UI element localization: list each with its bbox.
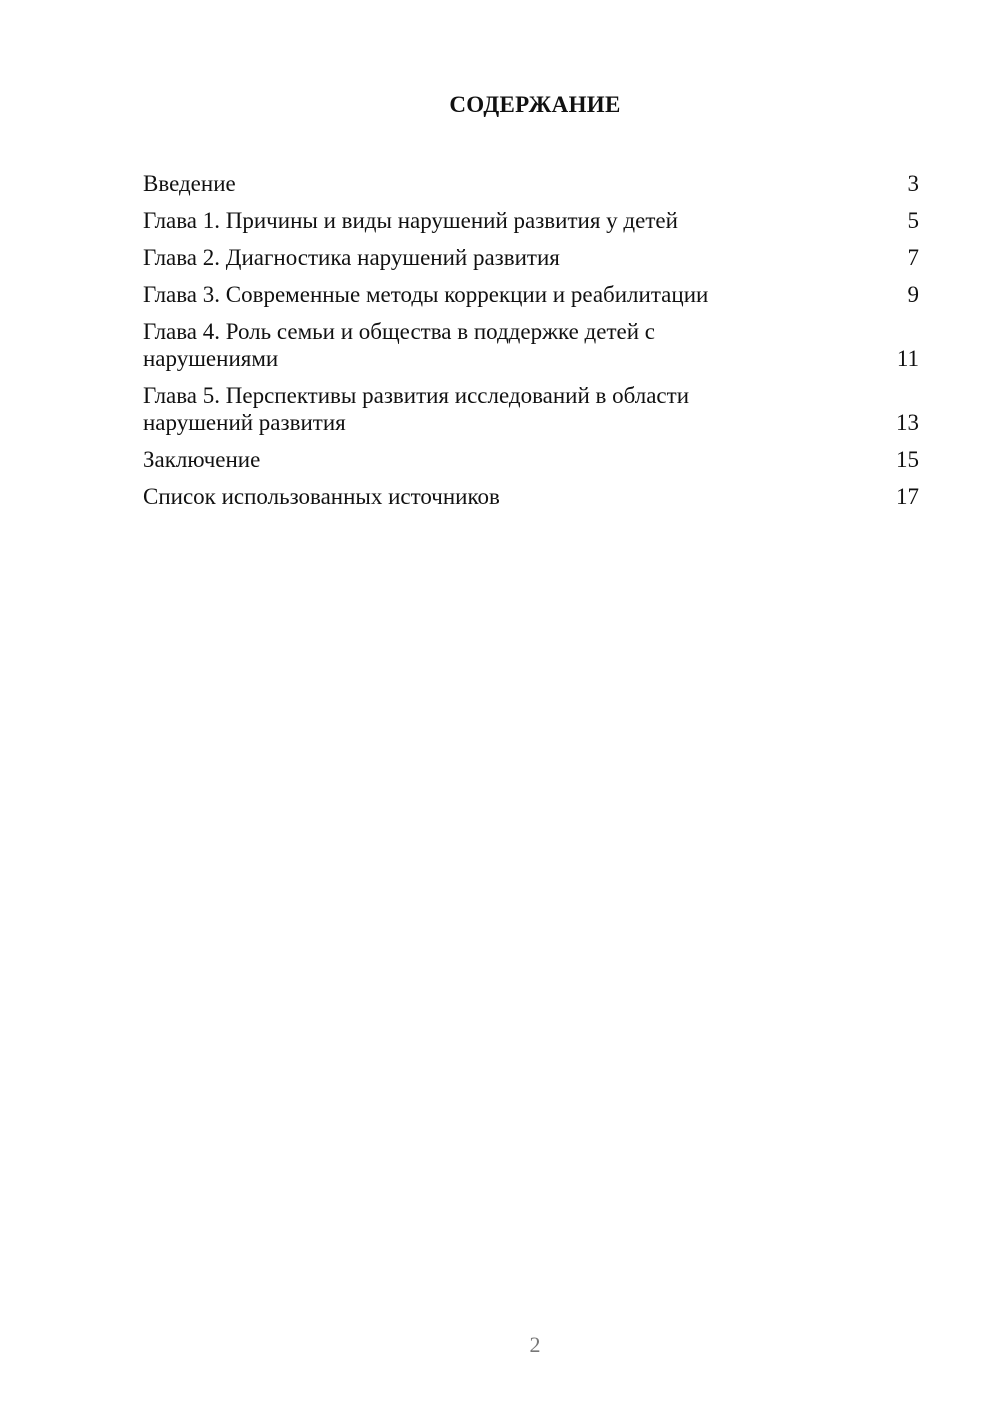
toc-entry-chapter-1[interactable]	[143, 207, 919, 234]
toc-entry-text: Список использованных источников	[143, 484, 500, 509]
toc-entry-chapter-5[interactable]	[143, 382, 919, 436]
toc-entry-page: 13	[896, 410, 919, 435]
toc-entry-conclusion[interactable]	[143, 446, 919, 473]
toc-entry-page: 5	[907, 208, 919, 233]
table-of-contents	[143, 170, 919, 520]
page-number: 2	[529, 1332, 541, 1357]
toc-entry-text: Глава 3. Современные методы коррекции и реабилитации	[143, 282, 709, 307]
toc-entry-text: Глава 4. Роль семьи и общества в поддержке детей с нарушениями	[143, 319, 655, 371]
toc-entry-text: Глава 1. Причины и виды нарушений развития у детей	[143, 208, 678, 233]
toc-entry-page: 7	[907, 245, 919, 270]
toc-entry-page: 9	[907, 282, 919, 307]
toc-entry-text: Глава 5. Перспективы развития исследований в области нарушений развития	[143, 383, 690, 435]
toc-entry-text: Заключение	[143, 447, 261, 472]
page-title: СОДЕРЖАНИЕ	[449, 92, 621, 117]
toc-entry-chapter-3[interactable]	[143, 281, 919, 308]
toc-entry-chapter-4[interactable]	[143, 318, 919, 372]
toc-entry-page: 3	[907, 171, 919, 196]
toc-entry-text: Введение	[143, 171, 236, 196]
toc-entry-page: 17	[896, 484, 919, 509]
toc-entry-page: 15	[896, 447, 919, 472]
toc-entry-chapter-2[interactable]	[143, 244, 919, 271]
toc-entry-introduction[interactable]	[143, 170, 919, 197]
toc-entry-references[interactable]	[143, 483, 919, 510]
toc-entry-page: 11	[896, 346, 919, 371]
toc-entry-text: Глава 2. Диагностика нарушений развития	[143, 245, 560, 270]
